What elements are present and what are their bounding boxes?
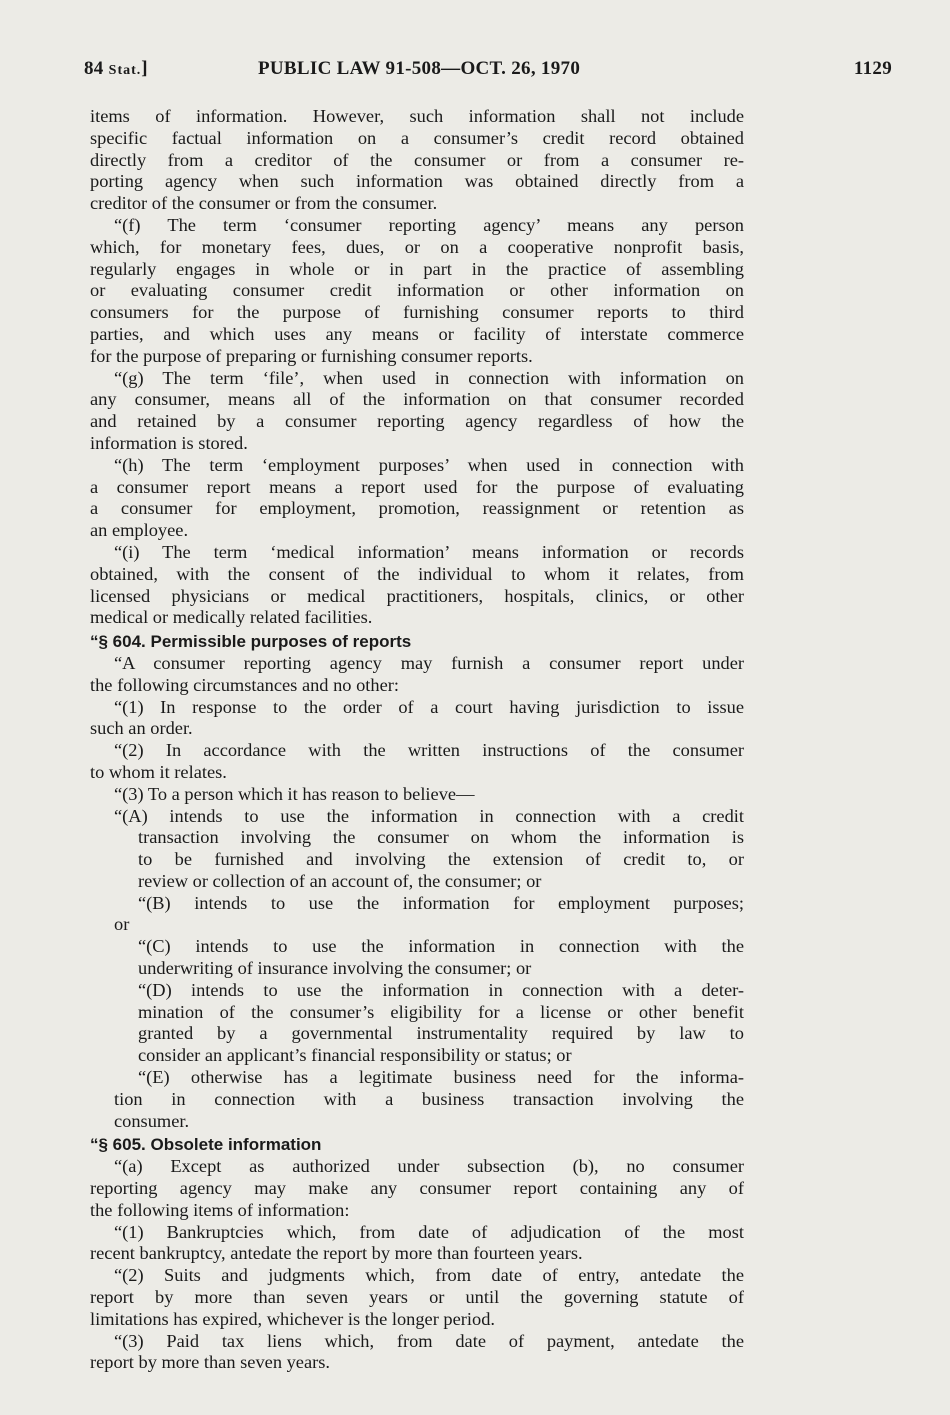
text-line: consumers for the purpose of furnishing consumer reports to third — [90, 302, 744, 323]
text-line: “(A) intends to use the information in connection with a credit — [114, 805, 744, 826]
text-line: parties, and which uses any means or facility of interstate commerce — [90, 323, 744, 344]
text-line: “(f) The term ‘consumer reporting agency’ means any person — [114, 214, 744, 235]
text-line: review or collection of an account of, the consumer; or — [138, 870, 542, 891]
text-line: licensed physicians or medical practitioners, hospitals, clinics, or other — [90, 585, 744, 606]
text-line: “(2) In accordance with the written instructions of the consumer — [114, 740, 744, 761]
text-line: “(h) The term ‘employment purposes’ when used in connection with — [114, 454, 744, 475]
section-heading: “§ 605. Obsolete information — [90, 1135, 322, 1155]
volume-reference — [84, 58, 148, 80]
text-line: “(B) intends to use the information for employment purposes; — [138, 892, 744, 913]
text-line: porting agency when such information was obtained directly from a — [90, 171, 744, 192]
text-line: information is stored. — [90, 432, 248, 453]
text-line: underwriting of insurance involving the consumer; or — [138, 958, 532, 979]
text-line: recent bankruptcy, antedate the report by more than fourteen years. — [90, 1243, 583, 1264]
text-line: report by more than seven years or until the governing statute of — [90, 1287, 744, 1308]
text-line: specific factual information on a consumer’s credit record obtained — [90, 127, 744, 148]
text-line: “(1) Bankruptcies which, from date of adjudication of the most — [114, 1221, 744, 1242]
text-line: which, for monetary fees, dues, or on a cooperative nonprofit basis, — [90, 236, 744, 257]
text-line: an employee. — [90, 520, 189, 541]
text-line: items of information. However, such information shall not include — [90, 106, 744, 126]
text-line: tion in connection with a business transaction involving the — [114, 1088, 744, 1109]
text-line: transaction involving the consumer on whom the information is — [138, 827, 744, 848]
text-line: mination of the consumer’s eligibility for a license or other benefit — [138, 1001, 744, 1022]
text-line: and retained by a consumer reporting agency regardless of how the — [90, 411, 744, 432]
text-line: report by more than seven years. — [90, 1352, 331, 1373]
page-title: PUBLIC LAW 91-508—OCT. 26, 1970 — [258, 58, 581, 79]
text-line: creditor of the consumer or from the consumer. — [90, 193, 438, 214]
text-line: “(C) intends to use the information in connection with the — [138, 936, 744, 957]
text-line: “(i) The term ‘medical information’ means information or records — [114, 541, 744, 562]
volume-number: 84 — [84, 58, 104, 79]
statute-text — [90, 106, 744, 1374]
text-line: directly from a creditor of the consumer or from a consumer re- — [90, 149, 744, 170]
bracket: ] — [141, 58, 148, 79]
text-line: or evaluating consumer credit information or other information on — [90, 280, 744, 301]
text-line: the following items of information: — [90, 1199, 350, 1220]
running-header — [84, 58, 896, 82]
text-line: “(2) Suits and judgments which, from date of entry, antedate the — [114, 1265, 744, 1286]
text-line: to whom it relates. — [90, 761, 227, 782]
text-line: “(g) The term ‘file’, when used in connection with information on — [114, 367, 744, 388]
text-line: limitations has expired, whichever is the longer period. — [90, 1308, 495, 1329]
text-line: to be furnished and involving the extension of credit to, or — [138, 849, 744, 870]
section-heading: “§ 604. Permissible purposes of reports — [90, 632, 412, 652]
text-line: a consumer report means a report used for the purpose of evaluating — [90, 476, 744, 497]
text-line: the following circumstances and no other: — [90, 674, 399, 695]
text-line: regularly engages in whole or in part in the practice of assembling — [90, 258, 744, 279]
text-line: consider an applicant’s financial responsibility or status; or — [138, 1045, 572, 1066]
text-line: or — [114, 914, 130, 935]
text-line: a consumer for employment, promotion, reassignment or retention as — [90, 498, 744, 519]
text-line: “(3) To a person which it has reason to believe— — [114, 783, 475, 804]
text-line: “(1) In response to the order of a court having jurisdiction to issue — [114, 696, 744, 717]
text-line: “(E) otherwise has a legitimate business need for the informa- — [138, 1067, 744, 1088]
text-line: any consumer, means all of the information on that consumer recorded — [90, 389, 744, 410]
text-line: “(D) intends to use the information in connection with a deter- — [138, 979, 744, 1000]
text-line: medical or medically related facilities. — [90, 607, 373, 628]
page-number: 1129 — [853, 58, 892, 79]
text-line: “(3) Paid tax liens which, from date of payment, antedate the — [114, 1330, 744, 1351]
text-line: for the purpose of preparing or furnishing consumer reports. — [90, 345, 533, 366]
text-line: granted by a governmental instrumentality required by law to — [138, 1023, 744, 1044]
text-line: obtained, with the consent of the individual to whom it relates, from — [90, 563, 744, 584]
text-line: “A consumer reporting agency may furnish a consumer report under — [114, 652, 744, 673]
text-line: reporting agency may make any consumer report containing any of — [90, 1178, 744, 1199]
text-line: such an order. — [90, 718, 193, 739]
text-line: “(a) Except as authorized under subsection (b), no consumer — [114, 1156, 744, 1177]
text-line: consumer. — [114, 1110, 190, 1131]
stat-label: Stat. — [108, 63, 142, 78]
